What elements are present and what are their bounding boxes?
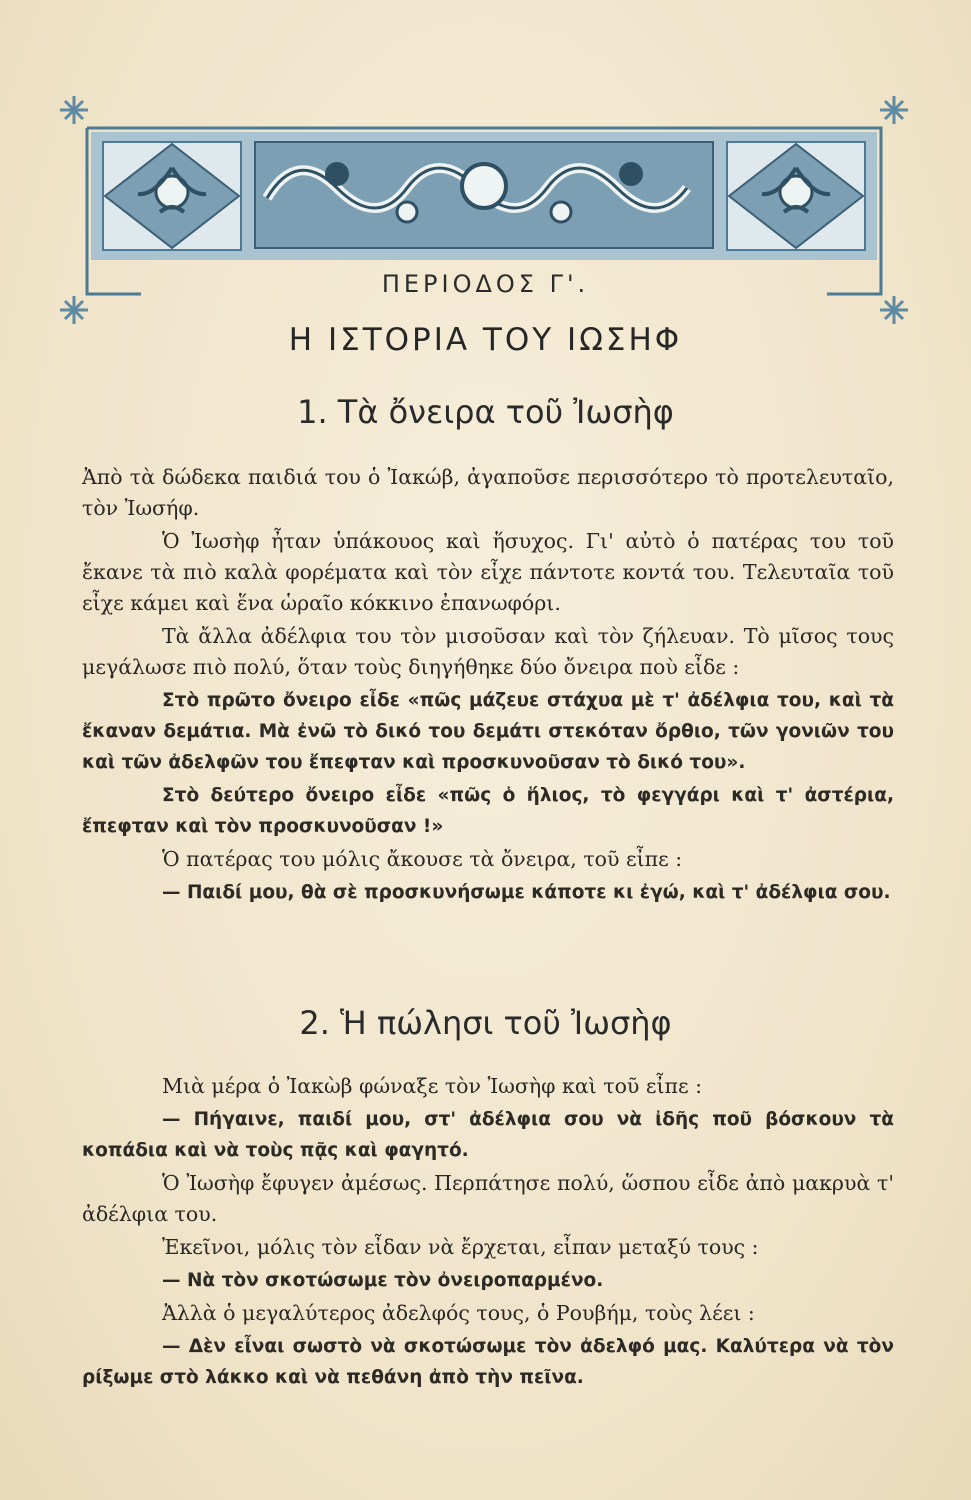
period-label: ΠΕΡΙΟΔΟΣ Γ'.	[381, 270, 590, 298]
decorative-header-frame	[55, 88, 913, 338]
section-heading: 1. Τὰ ὄνειρα τοῦ Ἰωσὴφ	[297, 393, 674, 431]
fleur-de-lis-ornament-icon	[103, 142, 241, 250]
paragraph: Ὁ πατέρας του μόλις ἄκουσε τὰ ὄνειρα, τοῦ εἶπε :	[162, 847, 683, 871]
paragraph: — Νὰ τὸν σκοτώσωμε τὸν ὀνειροπαρμένο.	[162, 1270, 604, 1291]
section-body	[82, 1071, 894, 1395]
paragraph: — Πήγαινε, παιδί μου, στ' ἀδέλφια σου νὰ ἰδῆς ποῦ βόσκουν τὰ κοπάδια καὶ νὰ τοὺς πᾷς καὶ φαγητό.	[82, 1109, 894, 1161]
scroll-vine-ornament	[255, 142, 713, 248]
paragraph: Ὁ Ἰωσὴφ ἦταν ὑπάκουος καὶ ἥσυχος. Γι' αὐτὸ ὁ πατέρας του τοῦ ἔκανε τὰ πιὸ καλὰ φορέματα καὶ τὸν εἶχε πάντοτε κοντά του. Τελευταῖα τοῦ εἶχε κάμει καὶ ἕνα ὡραῖο κόκκινο ἐπανωφόρι.	[82, 529, 894, 615]
paragraph: Τὰ ἄλλα ἀδέλφια του τὸν μισοῦσαν καὶ τὸν ζήλευαν. Τὸ μῖσος τους μεγάλωσε πιὸ πολύ, ὅταν τοὺς διηγήθηκε δύο ὄνειρα ποὺ εἶδε :	[82, 624, 894, 679]
paragraph: Στὸ πρῶτο ὄνειρο εἶδε «πῶς μάζευε στάχυα μὲ τ' ἀδέλφια του, καὶ τὰ ἔκαναν δεμάτια. Μὰ ἐνῶ τὸ δικό του δεμάτι στεκόταν ὄρθιο, τῶν γονιῶν του καὶ τῶν ἀδελφῶν του ἔπεφταν καὶ προσκυνοῦσαν τὸ δικό του».	[82, 690, 894, 773]
section-heading: 2. Ἡ πώλησι τοῦ Ἰωσὴφ	[299, 1004, 672, 1042]
paragraph: Ἀλλὰ ὁ μεγαλύτερος ἀδελφός τους, ὁ Ρουβήμ, τοὺς λέει :	[162, 1301, 755, 1325]
paragraph: — Δὲν εἶναι σωστὸ νὰ σκοτώσωμε τὸν ἀδελφό μας. Καλύτερα νὰ τὸν ρίξωμε στὸ λάκκο καὶ νὰ πεθάνη ἀπὸ τὴν πεῖνα.	[82, 1336, 894, 1388]
paragraph: Στὸ δεύτερο ὄνειρο εἶδε «πῶς ὁ ἥλιος, τὸ φεγγάρι καὶ τ' ἀστέρια, ἔπεφταν καὶ τὸν προσκυνοῦσαν !»	[82, 785, 894, 837]
paragraph: Ἐκεῖνοι, μόλις τὸν εἶδαν νὰ ἔρχεται, εἶπαν μεταξύ τους :	[162, 1235, 759, 1259]
paragraph: Ἀπὸ τὰ δώδεκα παιδιά του ὁ Ἰακώβ, ἀγαποῦσε περισσότερο τὸ προτελευταῖο, τὸν Ἰωσήφ.	[82, 465, 894, 520]
paragraph: Μιὰ μέρα ὁ Ἰακὼβ φώναξε τὸν Ἰωσὴφ καὶ τοῦ εἶπε :	[162, 1074, 703, 1098]
paragraph: Ὁ Ἰωσὴφ ἔφυγεν ἀμέσως. Περπάτησε πολύ, ὥσπου εἶδε ἀπὸ μακρυὰ τ' ἀδέλφια του.	[82, 1171, 894, 1226]
chapter-title: Η ΙΣΤΟΡΙΑ ΤΟΥ ΙΩΣΗΦ	[288, 322, 683, 358]
paragraph: — Παιδί μου, θὰ σὲ προσκυνήσωμε κάποτε κι ἐγώ, καὶ τ' ἀδέλφια σου.	[162, 882, 891, 903]
fleur-de-lis-ornament-icon	[727, 142, 865, 250]
section-body	[82, 462, 894, 910]
